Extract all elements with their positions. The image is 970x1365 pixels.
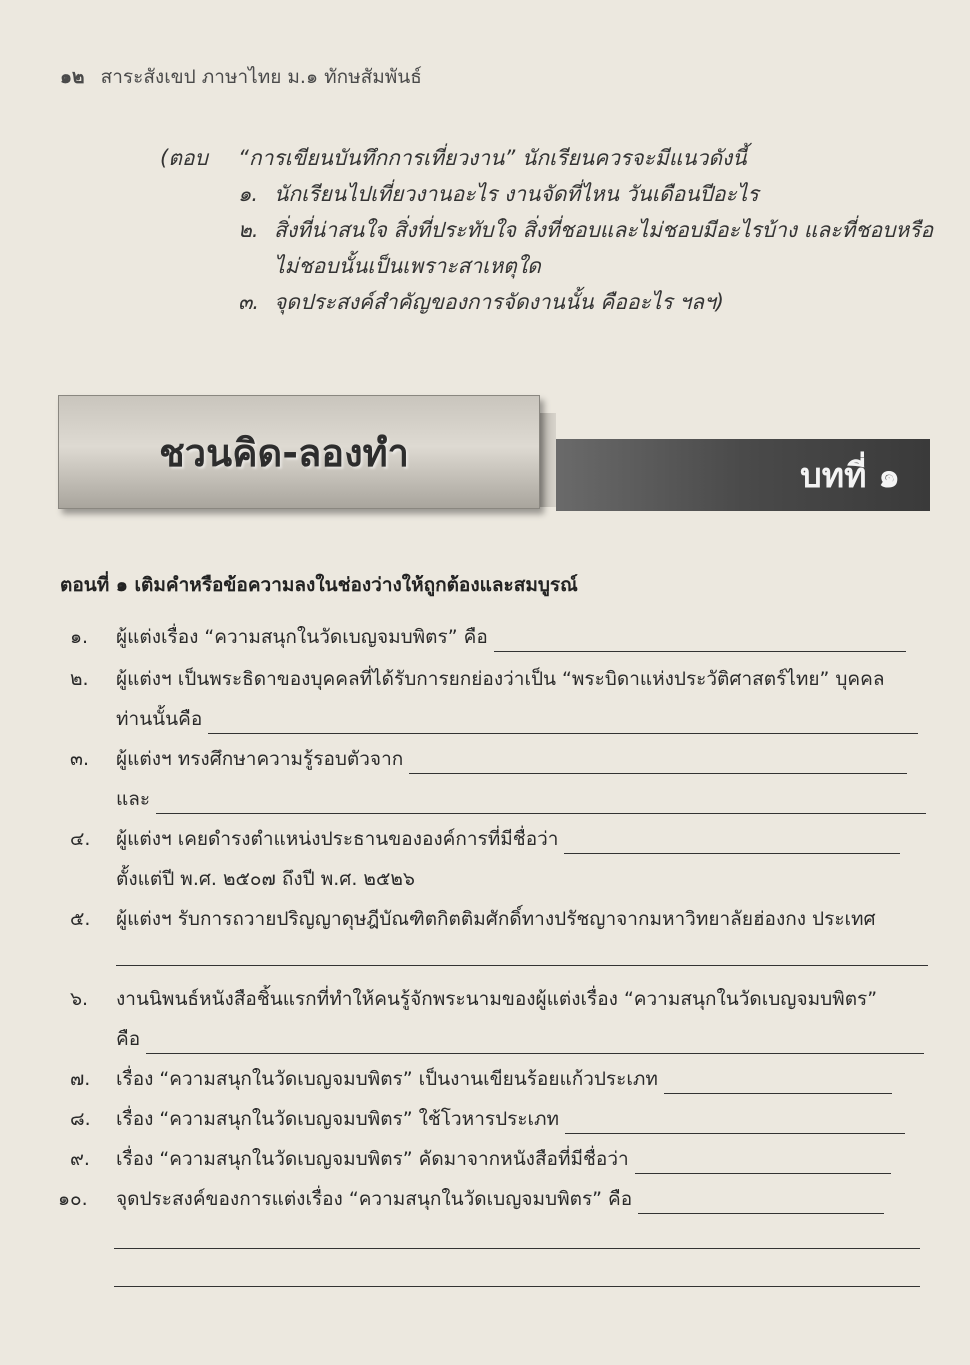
chapter-label: บทที่ ๑ xyxy=(800,456,900,496)
question-text: ผู้แต่งฯ เป็นพระธิดาของบุคคลที่ได้รับการยกย่องว่าเป็น “พระบิดาแห่งประวัติศาสตร์ไทย” บุคคล xyxy=(116,668,885,690)
question-number: ๔. xyxy=(70,828,91,850)
question-text: งานนิพนธ์หนังสือชิ้นแรกที่ทำให้คนรู้จักพระนามของผู้แต่งเรื่อง “ความสนุกในวัดเบญจมบพิตร” xyxy=(116,988,878,1010)
question-text: ผู้แต่งฯ เคยดำรงตำแหน่งประธานขององค์การที่มีชื่อว่า xyxy=(116,828,559,850)
question-number: ๓. xyxy=(70,748,90,770)
page-number: ๑๒ xyxy=(60,66,85,88)
answer-blank[interactable] xyxy=(494,629,906,652)
question-text-cont: และ xyxy=(116,788,151,810)
answer-label: (ตอบ xyxy=(160,145,208,170)
question-number: ๗. xyxy=(70,1068,91,1090)
question-number: ๕. xyxy=(70,908,91,930)
answer-blank[interactable] xyxy=(156,791,926,814)
question-text: เรื่อง “ความสนุกในวัดเบญจมบพิตร” ใช้โวหารประเภท xyxy=(116,1108,560,1130)
answer-item-number: ๑. xyxy=(238,181,259,206)
question-text: ผู้แต่งฯ รับการถวายปริญญาดุษฎีบัณฑิตกิตติมศักดิ์ทางปรัชญาจากมหาวิทยาลัยฮ่องกง ประเทศ xyxy=(116,908,876,930)
answer-blank[interactable] xyxy=(635,1151,891,1174)
book-title: สาระสังเขป ภาษาไทย ม.๑ ทักษสัมพันธ์ xyxy=(100,66,422,88)
question-text: ผู้แต่งเรื่อง “ความสนุกในวัดเบญจมบพิตร” คือ xyxy=(116,626,488,648)
answer-item-number: ๒. xyxy=(238,217,259,242)
answer-item-number: ๓. xyxy=(238,289,260,314)
question-text-cont: ตั้งแต่ปี พ.ศ. ๒๕๐๗ ถึงปี พ.ศ. ๒๕๒๖ xyxy=(116,868,415,890)
section-title: ชวนคิด-ลองทำ xyxy=(159,430,410,475)
answer-blank[interactable] xyxy=(146,1031,924,1054)
answer-blank[interactable] xyxy=(664,1071,892,1094)
question-text: จุดประสงค์ของการแต่งเรื่อง “ความสนุกในวัดเบญจมบพิตร” คือ xyxy=(116,1188,633,1210)
answer-item-continuation: ไม่ชอบนั้นเป็นเพราะสาเหตุใด xyxy=(274,253,541,278)
answer-blank[interactable] xyxy=(564,831,900,854)
answer-item-text: จุดประสงค์สำคัญของการจัดงานนั้น คืออะไร ฯลฯ) xyxy=(274,289,724,314)
question-number: ๖. xyxy=(70,988,89,1010)
question-text: เรื่อง “ความสนุกในวัดเบญจมบพิตร” เป็นงานเขียนร้อยแก้วประเภท xyxy=(116,1068,658,1090)
answer-blank[interactable] xyxy=(409,751,907,774)
section-banner xyxy=(58,395,930,513)
answer-blank[interactable] xyxy=(208,711,918,734)
question-text: เรื่อง “ความสนุกในวัดเบญจมบพิตร” คัดมาจากหนังสือที่มีชื่อว่า xyxy=(116,1148,629,1170)
question-number: ๙. xyxy=(70,1148,90,1170)
answer-intro: “การเขียนบันทึกการเที่ยวงาน” นักเรียนควรจะมีแนวดังนี้ xyxy=(238,145,747,170)
answer-blank[interactable] xyxy=(114,1226,920,1249)
question-number: ๘. xyxy=(70,1108,91,1130)
question-text: ผู้แต่งฯ ทรงศึกษาความรู้รอบตัวจาก xyxy=(116,748,404,770)
question-number: ๑๐. xyxy=(58,1188,88,1210)
answer-blank[interactable] xyxy=(638,1191,884,1214)
question-number: ๑. xyxy=(70,626,89,648)
banner-divider xyxy=(538,413,556,507)
answer-blank[interactable] xyxy=(116,943,928,966)
section-title-box xyxy=(58,395,540,509)
answer-item-text: นักเรียนไปเที่ยวงานอะไร งานจัดที่ไหน วันเดือนปีอะไร xyxy=(274,181,759,206)
part-title: ตอนที่ ๑ เติมคำหรือข้อความลงในช่องว่างให้ถูกต้องและสมบูรณ์ xyxy=(60,574,578,596)
question-number: ๒. xyxy=(70,668,89,690)
question-text-cont: ท่านนั้นคือ xyxy=(116,708,203,730)
question-text-cont: คือ xyxy=(116,1028,141,1050)
answer-blank[interactable] xyxy=(114,1264,920,1287)
answer-item-text: สิ่งที่น่าสนใจ สิ่งที่ประทับใจ สิ่งที่ชอบและไม่ชอบมีอะไรบ้าง และที่ชอบหรือ xyxy=(274,217,934,242)
page-header xyxy=(60,62,422,92)
answer-blank[interactable] xyxy=(565,1111,905,1134)
chapter-bar xyxy=(556,439,930,511)
answer-block xyxy=(160,140,933,320)
